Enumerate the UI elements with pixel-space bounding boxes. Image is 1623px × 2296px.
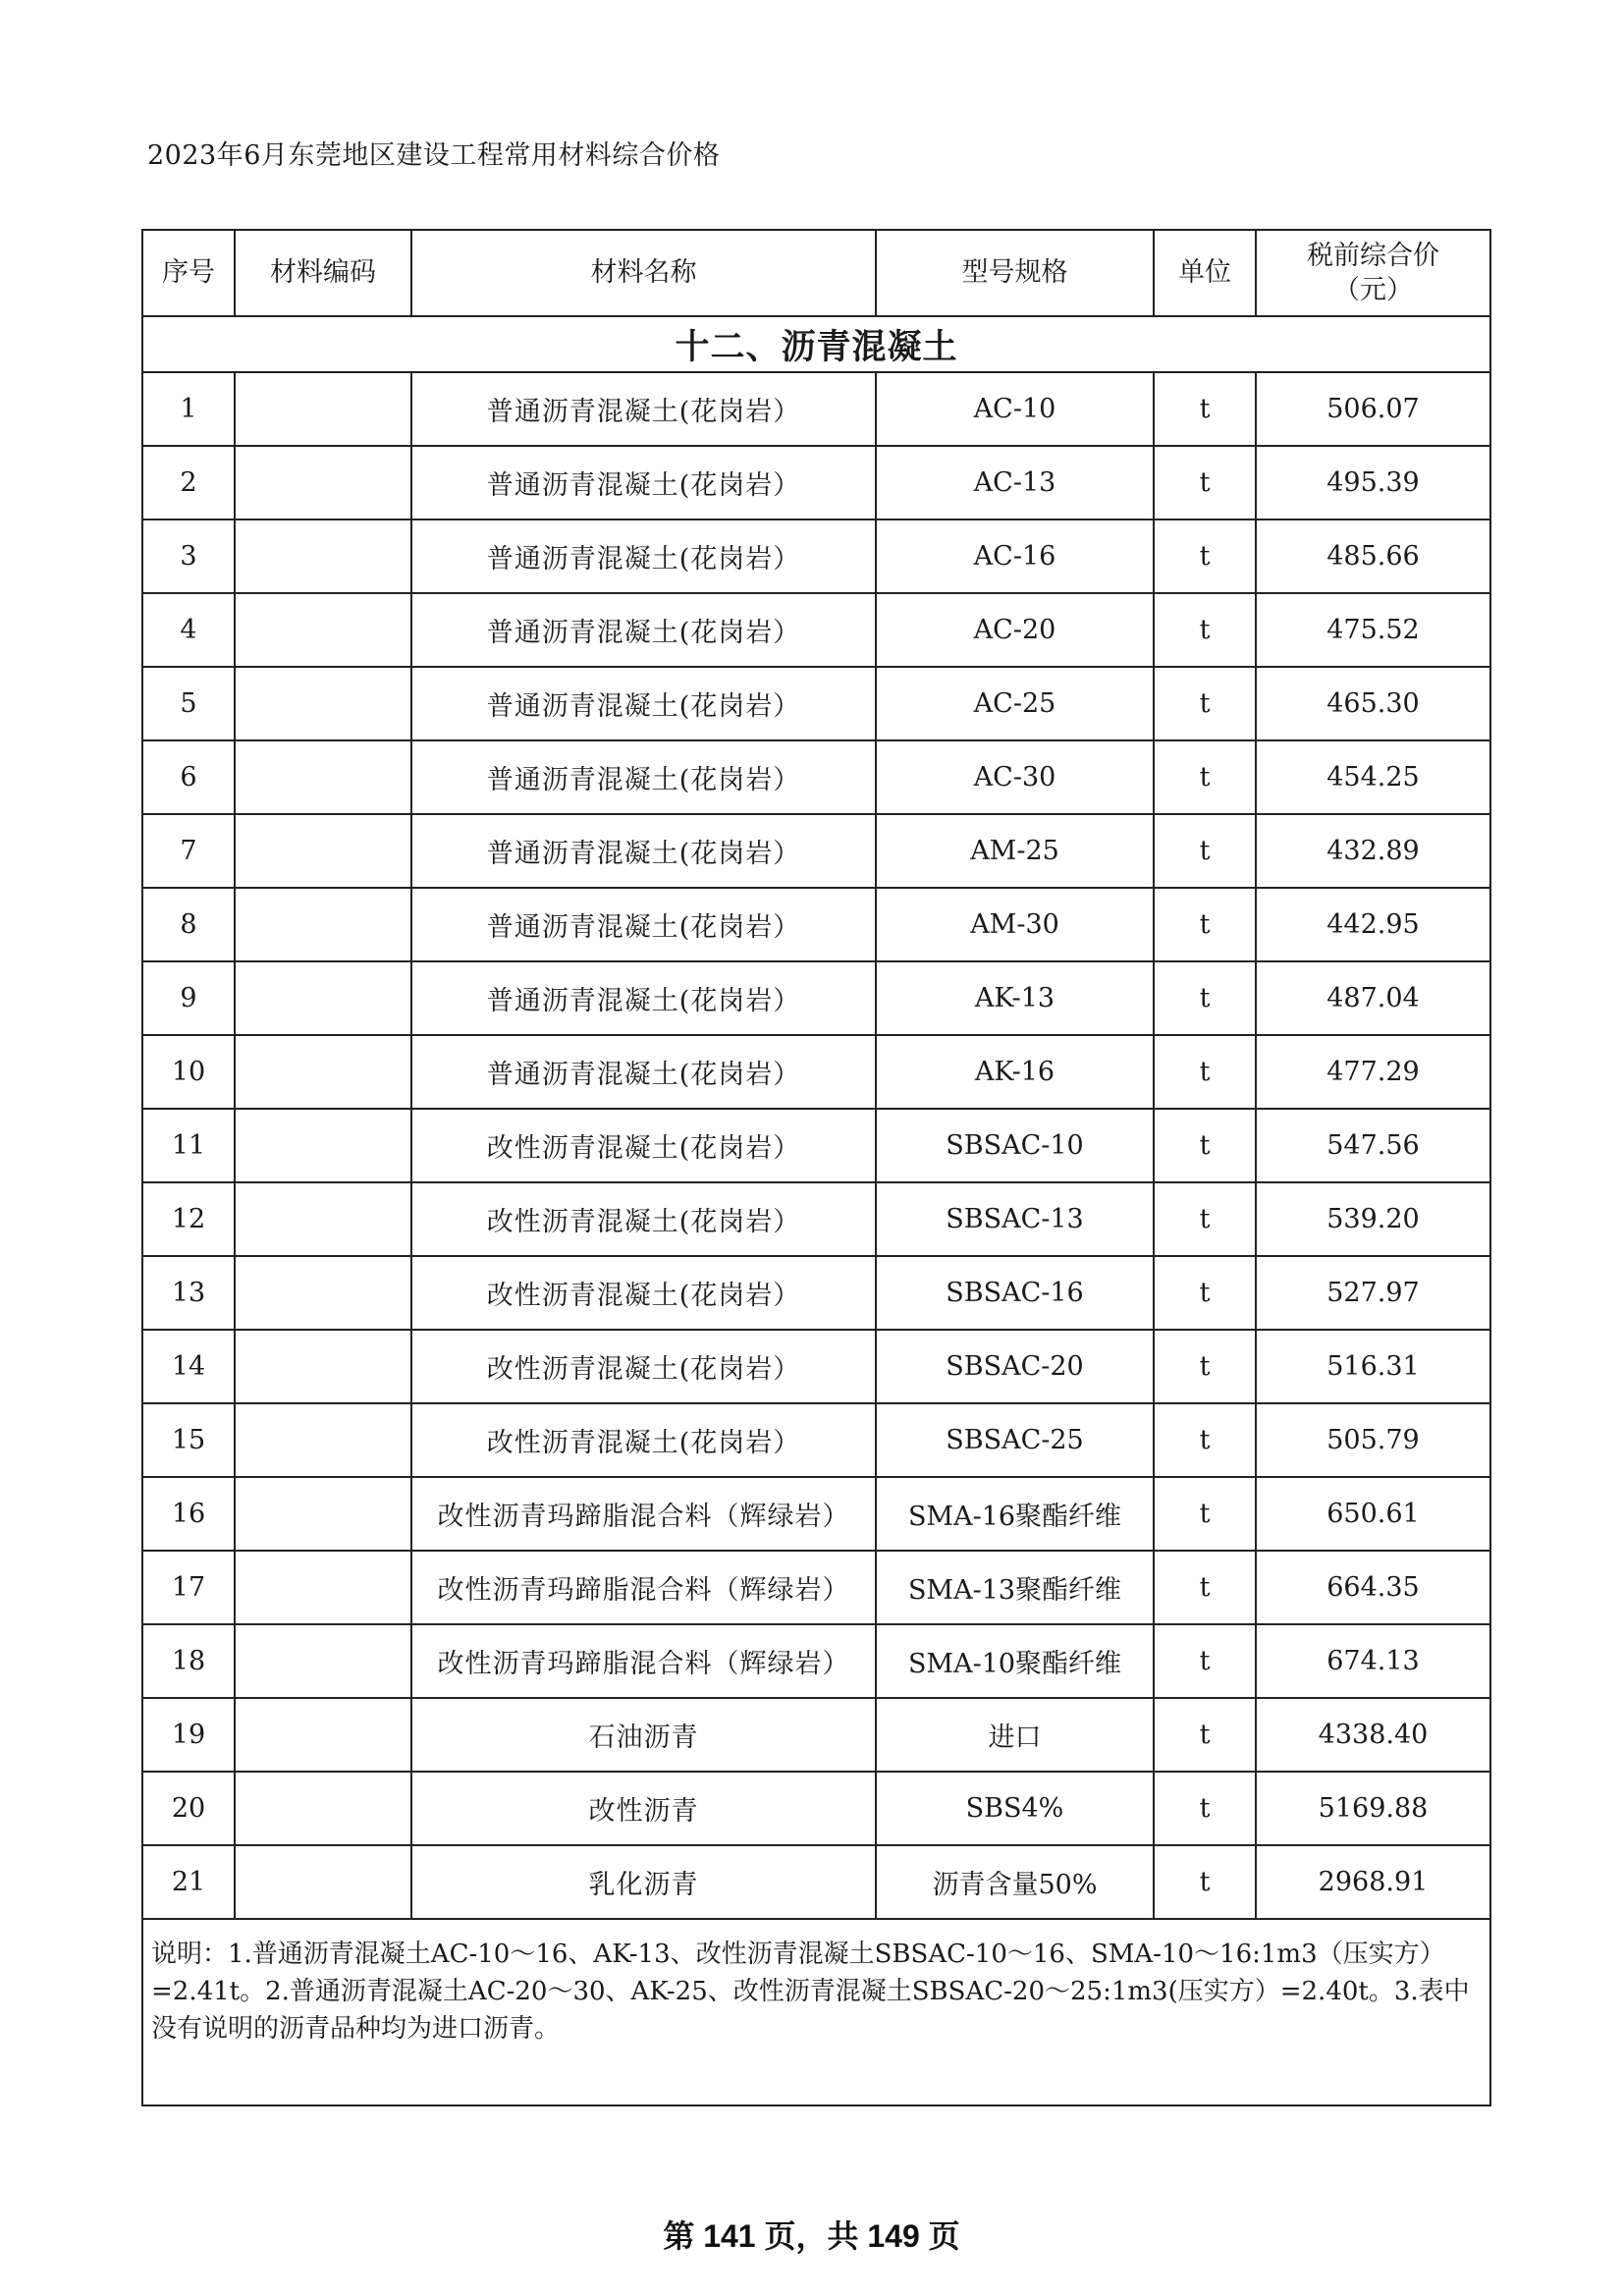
cell-seq: 7 — [142, 814, 235, 888]
cell-code — [235, 1109, 411, 1182]
cell-spec: 进口 — [876, 1698, 1154, 1772]
cell-code — [235, 1624, 411, 1698]
header-spec: 型号规格 — [876, 230, 1154, 316]
cell-price: 495.39 — [1256, 446, 1490, 519]
table-row — [142, 1035, 1490, 1109]
cell-price: 547.56 — [1256, 1109, 1490, 1182]
cell-spec: AC-13 — [876, 446, 1154, 519]
cell-spec: AC-30 — [876, 740, 1154, 814]
cell-spec: SBSAC-13 — [876, 1182, 1154, 1256]
section-title: 十二、沥青混凝土 — [142, 316, 1490, 372]
table-row — [142, 740, 1490, 814]
cell-price: 477.29 — [1256, 1035, 1490, 1109]
cell-name: 普通沥青混凝土(花岗岩） — [411, 446, 876, 519]
cell-seq: 17 — [142, 1551, 235, 1624]
cell-price: 664.35 — [1256, 1551, 1490, 1624]
note-row — [142, 1919, 1490, 2105]
cell-code — [235, 1551, 411, 1624]
cell-code — [235, 1698, 411, 1772]
cell-spec: AC-25 — [876, 667, 1154, 740]
table-row — [142, 1109, 1490, 1182]
cell-seq: 5 — [142, 667, 235, 740]
cell-name: 乳化沥青 — [411, 1845, 876, 1919]
cell-name: 改性沥青玛蹄脂混合料（辉绿岩） — [411, 1624, 876, 1698]
header-price-line2: （元） — [1333, 275, 1413, 305]
cell-name: 普通沥青混凝土(花岗岩） — [411, 593, 876, 667]
cell-seq: 3 — [142, 519, 235, 593]
cell-price: 2968.91 — [1256, 1845, 1490, 1919]
cell-spec: SMA-16聚酯纤维 — [876, 1477, 1154, 1551]
cell-spec: SBSAC-16 — [876, 1256, 1154, 1330]
header-code: 材料编码 — [235, 230, 411, 316]
table-row — [142, 1256, 1490, 1330]
header-name: 材料名称 — [411, 230, 876, 316]
cell-spec: AK-13 — [876, 961, 1154, 1035]
table-row — [142, 961, 1490, 1035]
cell-seq: 13 — [142, 1256, 235, 1330]
cell-unit: t — [1154, 1256, 1256, 1330]
cell-name: 普通沥青混凝土(花岗岩） — [411, 519, 876, 593]
price-table — [141, 229, 1491, 2106]
header-price — [1256, 230, 1490, 316]
cell-seq: 15 — [142, 1403, 235, 1477]
table-row — [142, 1477, 1490, 1551]
cell-name: 普通沥青混凝土(花岗岩） — [411, 1035, 876, 1109]
cell-spec: AC-10 — [876, 372, 1154, 446]
cell-price: 505.79 — [1256, 1403, 1490, 1477]
cell-spec: AC-20 — [876, 593, 1154, 667]
table-row — [142, 1551, 1490, 1624]
cell-name: 普通沥青混凝土(花岗岩） — [411, 814, 876, 888]
cell-code — [235, 1477, 411, 1551]
cell-seq: 8 — [142, 888, 235, 961]
cell-seq: 1 — [142, 372, 235, 446]
cell-name: 普通沥青混凝土(花岗岩） — [411, 888, 876, 961]
cell-spec: SBS4% — [876, 1772, 1154, 1845]
cell-unit: t — [1154, 593, 1256, 667]
cell-code — [235, 1035, 411, 1109]
table-row — [142, 888, 1490, 961]
table-header-row — [142, 230, 1490, 316]
cell-spec: AC-16 — [876, 519, 1154, 593]
table-row — [142, 1845, 1490, 1919]
cell-name: 石油沥青 — [411, 1698, 876, 1772]
cell-spec: AK-16 — [876, 1035, 1154, 1109]
table-row — [142, 1624, 1490, 1698]
table-row — [142, 1330, 1490, 1403]
cell-price: 5169.88 — [1256, 1772, 1490, 1845]
table-row — [142, 1698, 1490, 1772]
table-row — [142, 446, 1490, 519]
cell-unit: t — [1154, 446, 1256, 519]
cell-price: 442.95 — [1256, 888, 1490, 961]
cell-seq: 14 — [142, 1330, 235, 1403]
cell-unit: t — [1154, 1035, 1256, 1109]
table-row — [142, 1182, 1490, 1256]
cell-name: 改性沥青混凝土(花岗岩） — [411, 1403, 876, 1477]
cell-unit: t — [1154, 1109, 1256, 1182]
cell-unit: t — [1154, 1698, 1256, 1772]
cell-unit: t — [1154, 961, 1256, 1035]
cell-price: 475.52 — [1256, 593, 1490, 667]
cell-price: 432.89 — [1256, 814, 1490, 888]
cell-unit: t — [1154, 1845, 1256, 1919]
cell-price: 650.61 — [1256, 1477, 1490, 1551]
cell-unit: t — [1154, 1624, 1256, 1698]
cell-price: 485.66 — [1256, 519, 1490, 593]
cell-price: 465.30 — [1256, 667, 1490, 740]
cell-unit: t — [1154, 1477, 1256, 1551]
cell-price: 527.97 — [1256, 1256, 1490, 1330]
table-row — [142, 372, 1490, 446]
cell-spec: AM-30 — [876, 888, 1154, 961]
header-unit: 单位 — [1154, 230, 1256, 316]
cell-name: 改性沥青玛蹄脂混合料（辉绿岩） — [411, 1477, 876, 1551]
table-row — [142, 519, 1490, 593]
cell-unit: t — [1154, 519, 1256, 593]
cell-code — [235, 814, 411, 888]
cell-code — [235, 446, 411, 519]
document-title: 2023年6月东莞地区建设工程常用材料综合价格 — [147, 140, 721, 171]
cell-code — [235, 667, 411, 740]
cell-seq: 11 — [142, 1109, 235, 1182]
cell-name: 改性沥青混凝土(花岗岩） — [411, 1330, 876, 1403]
table-row — [142, 1772, 1490, 1845]
table-row — [142, 667, 1490, 740]
table-row — [142, 593, 1490, 667]
cell-spec: SBSAC-20 — [876, 1330, 1154, 1403]
cell-seq: 10 — [142, 1035, 235, 1109]
cell-code — [235, 519, 411, 593]
cell-code — [235, 1845, 411, 1919]
cell-code — [235, 372, 411, 446]
cell-name: 改性沥青混凝土(花岗岩） — [411, 1182, 876, 1256]
cell-seq: 19 — [142, 1698, 235, 1772]
cell-name: 改性沥青混凝土(花岗岩） — [411, 1256, 876, 1330]
cell-unit: t — [1154, 1182, 1256, 1256]
cell-unit: t — [1154, 667, 1256, 740]
cell-spec: SBSAC-10 — [876, 1109, 1154, 1182]
cell-code — [235, 593, 411, 667]
cell-price: 674.13 — [1256, 1624, 1490, 1698]
cell-spec: AM-25 — [876, 814, 1154, 888]
cell-spec: SMA-10聚酯纤维 — [876, 1624, 1154, 1698]
cell-unit: t — [1154, 372, 1256, 446]
cell-spec: SBSAC-25 — [876, 1403, 1154, 1477]
cell-seq: 18 — [142, 1624, 235, 1698]
cell-price: 454.25 — [1256, 740, 1490, 814]
cell-code — [235, 1330, 411, 1403]
cell-price: 516.31 — [1256, 1330, 1490, 1403]
cell-seq: 2 — [142, 446, 235, 519]
cell-name: 改性沥青玛蹄脂混合料（辉绿岩） — [411, 1551, 876, 1624]
cell-spec: SMA-13聚酯纤维 — [876, 1551, 1154, 1624]
cell-unit: t — [1154, 1772, 1256, 1845]
cell-unit: t — [1154, 1551, 1256, 1624]
cell-code — [235, 740, 411, 814]
table-row — [142, 1403, 1490, 1477]
cell-code — [235, 1256, 411, 1330]
cell-seq: 16 — [142, 1477, 235, 1551]
cell-spec: 沥青含量50% — [876, 1845, 1154, 1919]
cell-code — [235, 1182, 411, 1256]
cell-name: 改性沥青 — [411, 1772, 876, 1845]
header-price-line1: 税前综合价 — [1307, 240, 1439, 271]
cell-seq: 4 — [142, 593, 235, 667]
header-seq: 序号 — [142, 230, 235, 316]
cell-seq: 20 — [142, 1772, 235, 1845]
cell-code — [235, 1403, 411, 1477]
cell-unit: t — [1154, 814, 1256, 888]
section-header-row — [142, 316, 1490, 372]
page-footer: 第 141 页，共 149 页 — [663, 2218, 960, 2254]
cell-unit: t — [1154, 1330, 1256, 1403]
cell-name: 普通沥青混凝土(花岗岩） — [411, 667, 876, 740]
table-note: 说明：1.普通沥青混凝土AC-10～16、AK-13、改性沥青混凝土SBSAC-10～16、SMA-10～16:1m3（压实方）=2.41t。2.普通沥青混凝土AC-20～30、AK-25、改性沥青混凝土SBSAC-20～25:1m3(压实方）=2.40t。3.表中没有说明的沥青品种均为进口沥青。 — [142, 1919, 1490, 2105]
cell-seq: 9 — [142, 961, 235, 1035]
table-row — [142, 814, 1490, 888]
cell-price: 539.20 — [1256, 1182, 1490, 1256]
cell-name: 普通沥青混凝土(花岗岩） — [411, 961, 876, 1035]
cell-name: 改性沥青混凝土(花岗岩） — [411, 1109, 876, 1182]
cell-name: 普通沥青混凝土(花岗岩） — [411, 740, 876, 814]
cell-price: 506.07 — [1256, 372, 1490, 446]
cell-code — [235, 1772, 411, 1845]
cell-price: 487.04 — [1256, 961, 1490, 1035]
cell-seq: 12 — [142, 1182, 235, 1256]
cell-code — [235, 888, 411, 961]
cell-seq: 6 — [142, 740, 235, 814]
cell-unit: t — [1154, 740, 1256, 814]
cell-seq: 21 — [142, 1845, 235, 1919]
cell-unit: t — [1154, 1403, 1256, 1477]
cell-unit: t — [1154, 888, 1256, 961]
cell-code — [235, 961, 411, 1035]
cell-name: 普通沥青混凝土(花岗岩） — [411, 372, 876, 446]
cell-price: 4338.40 — [1256, 1698, 1490, 1772]
